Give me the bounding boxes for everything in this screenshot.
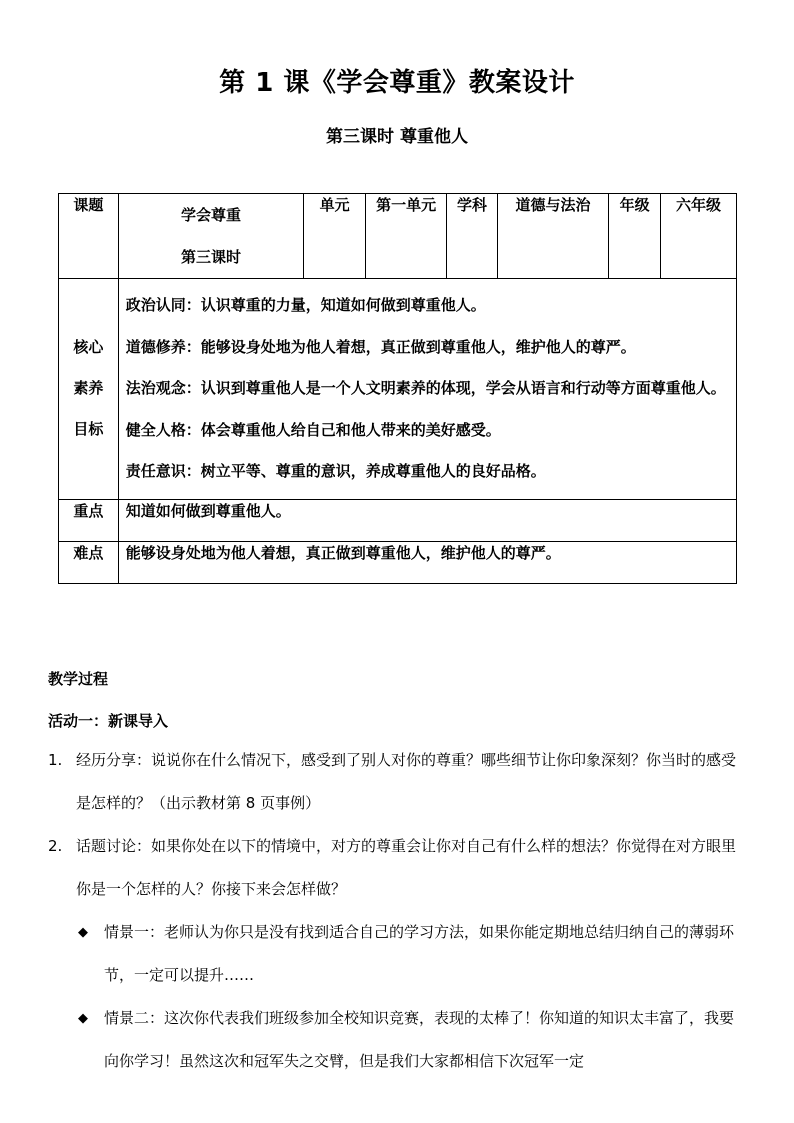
unit-label: 单元 — [304, 194, 366, 279]
scenario-text: 情景二：这次你代表我们班级参加全校知识竞赛，表现的太棒了！你知道的知识太丰富了，我要向你学习！虽然这次和冠军失之交臂，但是我们大家都相信下次冠军一定 — [104, 1009, 735, 1070]
scenario-text: 情景一：老师认为你只是没有找到适合自己的学习方法，如果你能定期地总结归纳自己的薄弱环节，一定可以提升…… — [104, 923, 735, 984]
table-header-row — [59, 194, 737, 279]
scenario-item — [48, 997, 748, 1083]
item-number: 2. — [48, 837, 63, 855]
diamond-bullet-icon: ◆ — [78, 1011, 88, 1026]
list-item — [48, 825, 748, 911]
difficulty-label: 难点 — [59, 541, 119, 583]
item-text: 经历分享：说说你在什么情况下，感受到了别人对你的尊重？哪些细节让你印象深刻？你当时的感受是怎样的？（出示教材第 8 页事例） — [76, 751, 737, 812]
scenario-item — [48, 911, 748, 997]
subject-value: 道德与法治 — [497, 194, 608, 279]
difficulty-row — [59, 541, 737, 583]
diamond-bullet-icon: ◆ — [78, 925, 88, 940]
unit-value: 第一单元 — [366, 194, 447, 279]
document-subtitle: 第三课时 尊重他人 — [326, 127, 468, 147]
item-number: 1. — [48, 751, 63, 769]
grade-value: 六年级 — [660, 194, 736, 279]
document-title: 第 1 课《学会尊重》教案设计 — [219, 68, 575, 98]
goal-moral: 道德修养：能够设身处地为他人着想，真正做到尊重他人，维护他人的尊严。 — [125, 337, 636, 356]
process-list — [48, 739, 748, 1083]
key-point-text: 知道如何做到尊重他人。 — [118, 499, 736, 541]
item-text: 话题讨论：如果你处在以下的情境中，对方的尊重会让你对自己有什么样的想法？你觉得在对方眼里你是一个怎样的人？你接下来会怎样做？ — [76, 837, 737, 898]
key-point-label: 重点 — [59, 499, 119, 541]
topic-value-line2: 第三课时 — [181, 248, 242, 266]
goals-row — [59, 279, 737, 500]
goals-content — [118, 279, 736, 500]
topic-value-line1: 学会尊重 — [181, 206, 242, 224]
activity1-heading: 活动一：新课导入 — [48, 712, 169, 730]
goal-political: 政治认同：认识尊重的力量，知道如何做到尊重他人。 — [125, 296, 486, 314]
difficulty-text: 能够设身处地为他人着想，真正做到尊重他人，维护他人的尊严。 — [118, 541, 736, 583]
goals-label: 核心 素养 目标 — [59, 279, 119, 500]
subject-label: 学科 — [447, 194, 498, 279]
lesson-plan-table — [58, 193, 737, 584]
goal-legal: 法治观念：认识到尊重他人是一个人文明素养的体现，学会从语言和行动等方面尊重他人。 — [125, 379, 726, 397]
topic-value — [118, 194, 303, 279]
grade-label: 年级 — [609, 194, 661, 279]
goal-responsibility: 责任意识：树立平等、尊重的意识，养成尊重他人的良好品格。 — [125, 462, 546, 480]
process-heading: 教学过程 — [48, 670, 109, 688]
list-item — [48, 739, 748, 825]
key-point-row — [59, 499, 737, 541]
topic-label: 课题 — [59, 194, 119, 279]
goal-personality: 健全人格：体会尊重他人给自己和他人带来的美好感受。 — [125, 420, 501, 439]
